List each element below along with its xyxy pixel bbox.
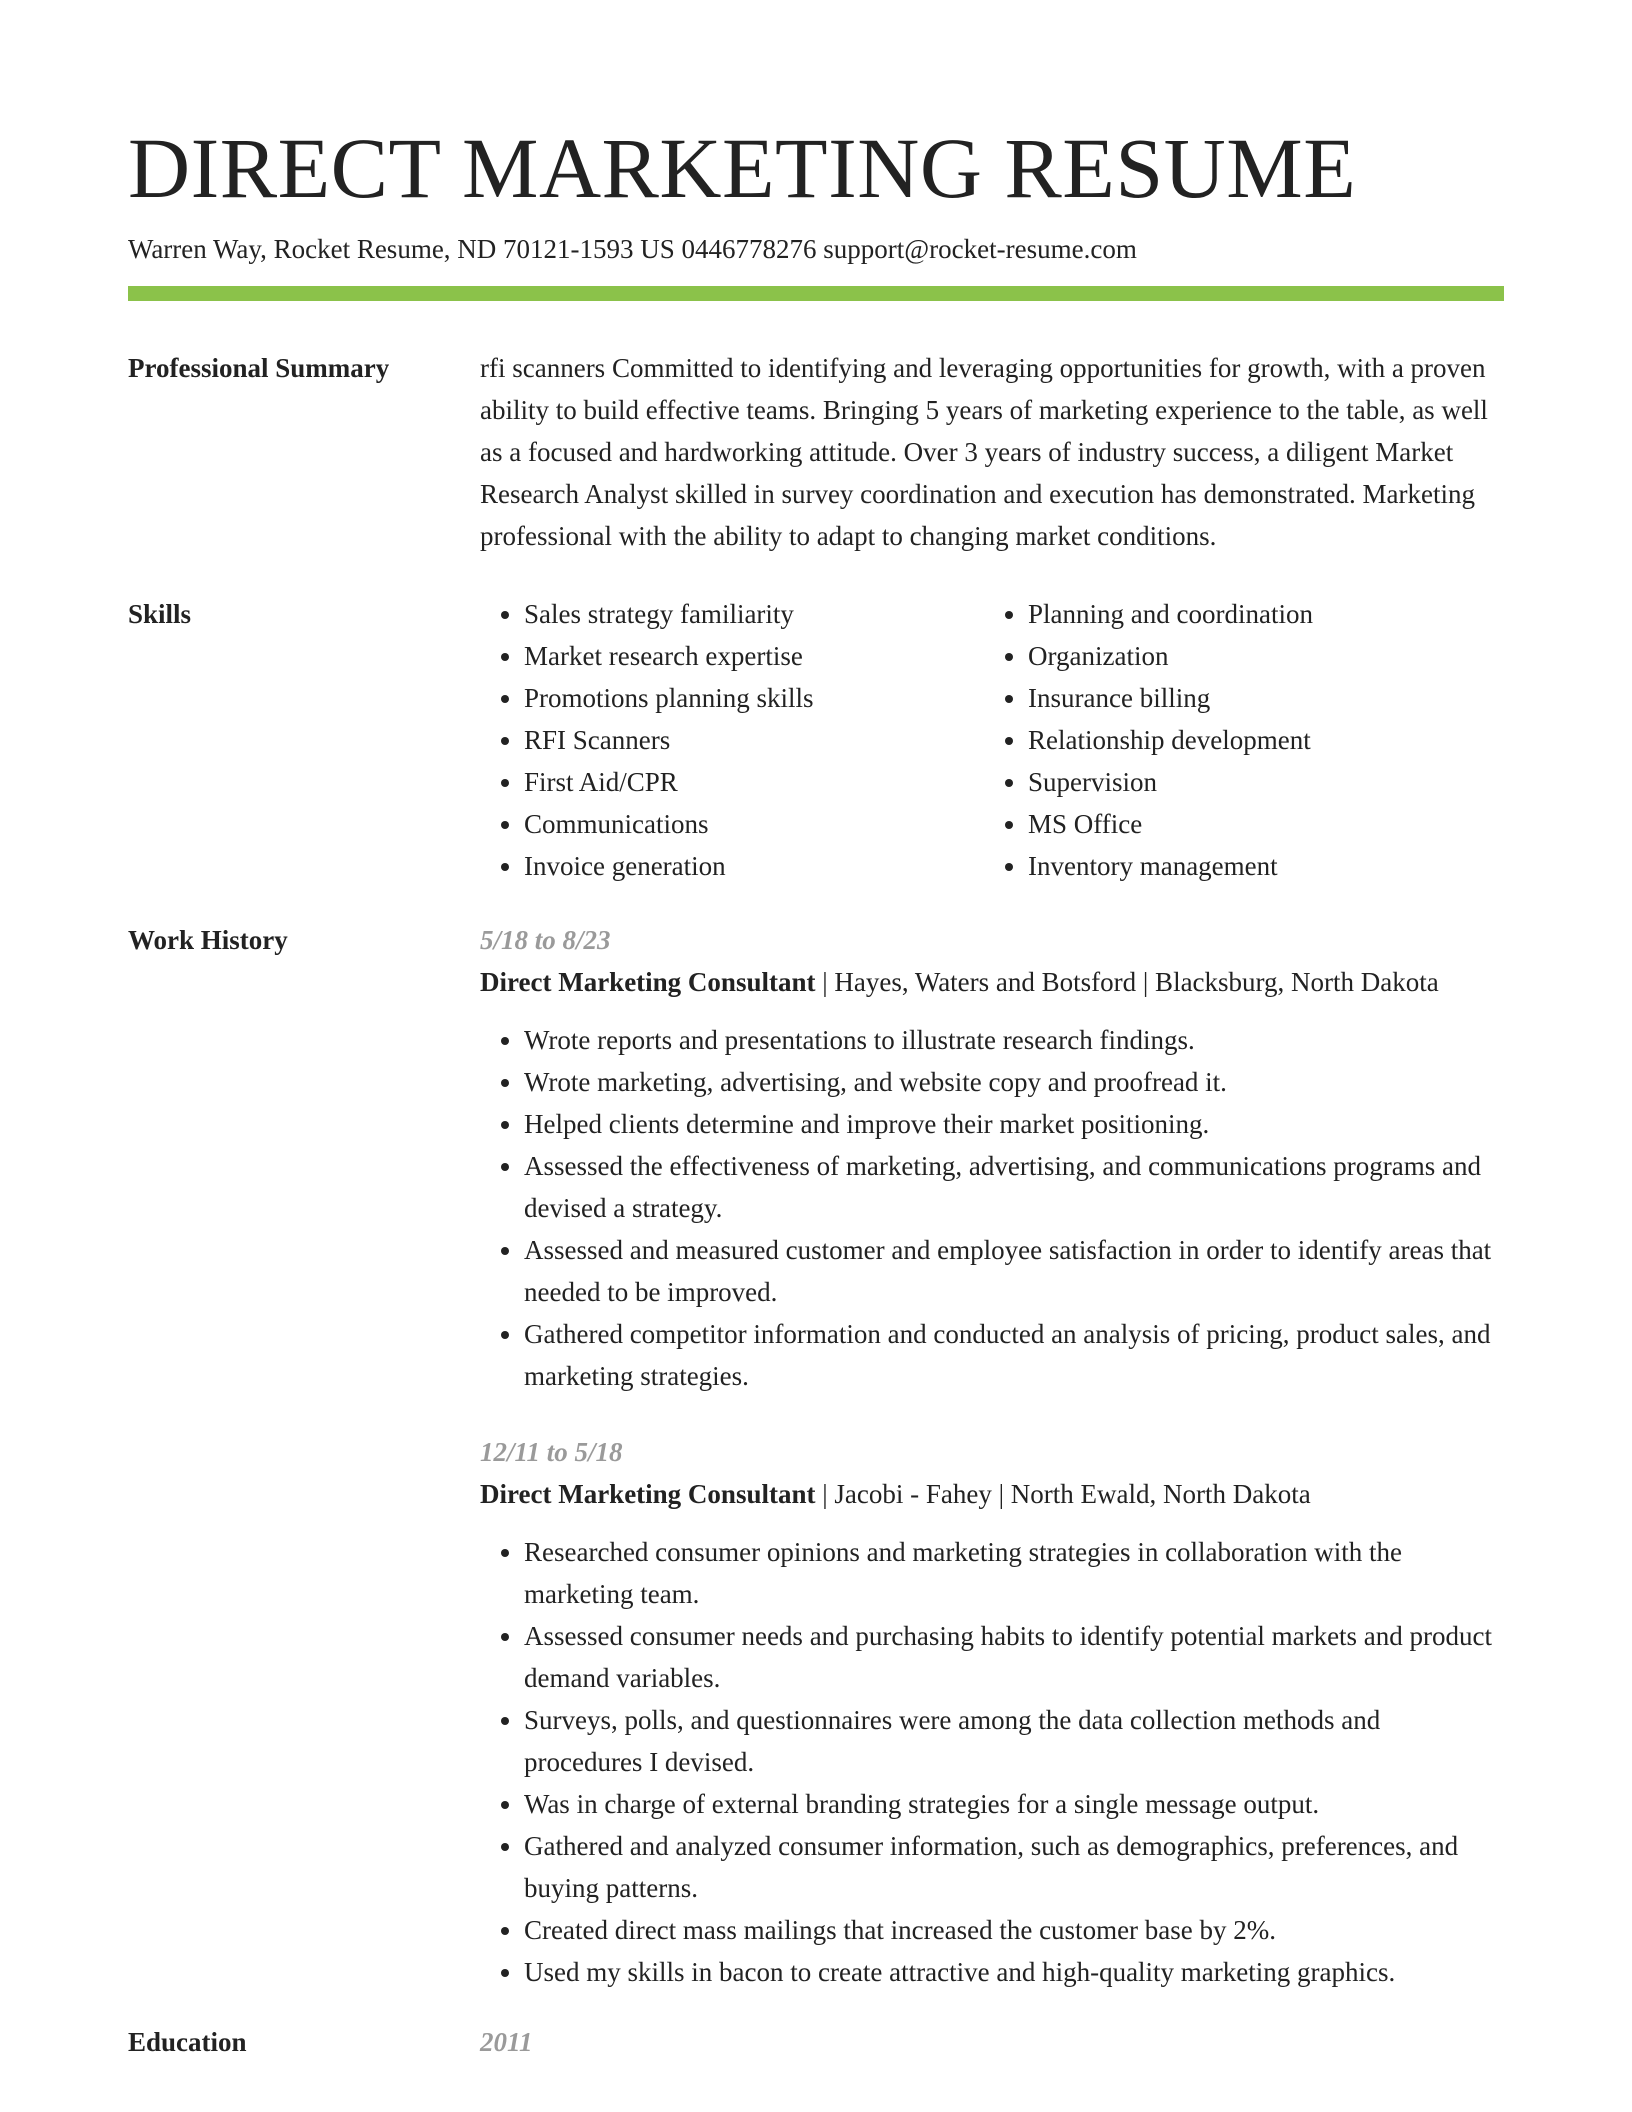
section-label-summary: Professional Summary xyxy=(128,353,390,383)
skill-item: • Communications xyxy=(524,803,984,845)
education-section xyxy=(128,2021,1504,2063)
work-history-content xyxy=(480,919,1504,1993)
skill-item: • Relationship development xyxy=(1028,719,1488,761)
job-employer-location: | Jacobi - Fahey | North Ewald, North Dakota xyxy=(815,1479,1311,1509)
skill-item: • Supervision xyxy=(1028,761,1488,803)
professional-summary-section xyxy=(128,347,1504,557)
job-title: Direct Marketing Consultant xyxy=(480,967,816,997)
job-bullet: • Surveys, polls, and questionnaires were among the data collection methods and procedures I devised. xyxy=(524,1699,1504,1783)
job-heading xyxy=(480,1473,1504,1515)
skills-grid xyxy=(480,593,1504,887)
skill-item: • Planning and coordination xyxy=(1028,593,1488,635)
job-dates: 5/18 to 8/23 xyxy=(480,925,611,955)
skills-column-1 xyxy=(480,593,984,887)
job-bullet: • Wrote reports and presentations to illustrate research findings. xyxy=(524,1019,1504,1061)
job-entry xyxy=(480,919,1504,1397)
job-bullet: • Was in charge of external branding strategies for a single message output. xyxy=(524,1783,1504,1825)
skill-item: • MS Office xyxy=(1028,803,1488,845)
section-label-education: Education xyxy=(128,2027,247,2057)
job-bullet: • Used my skills in bacon to create attractive and high-quality marketing graphics. xyxy=(524,1951,1504,1993)
skill-item: • Organization xyxy=(1028,635,1488,677)
skill-item: • Invoice generation xyxy=(524,845,984,887)
skill-item: • Sales strategy familiarity xyxy=(524,593,984,635)
resume-title: DIRECT MARKETING RESUME xyxy=(128,120,1357,216)
job-bullet: • Helped clients determine and improve their market positioning. xyxy=(524,1103,1504,1145)
skill-item: • First Aid/CPR xyxy=(524,761,984,803)
job-title: Direct Marketing Consultant xyxy=(480,1479,816,1509)
job-employer-location: | Hayes, Waters and Botsford | Blacksburg, North Dakota xyxy=(815,967,1439,997)
job-dates: 12/11 to 5/18 xyxy=(480,1437,623,1467)
skill-item: • Promotions planning skills xyxy=(524,677,984,719)
summary-content xyxy=(480,347,1504,557)
job-bullets xyxy=(480,1019,1504,1397)
header-divider xyxy=(128,286,1504,301)
skill-item: • Inventory management xyxy=(1028,845,1488,887)
job-bullet: • Assessed the effectiveness of marketing, advertising, and communications programs and devised a strategy. xyxy=(524,1145,1504,1229)
education-dates: 2011 xyxy=(480,2027,533,2057)
section-label-work-history: Work History xyxy=(128,925,288,955)
skill-item: • Insurance billing xyxy=(1028,677,1488,719)
resume-page xyxy=(128,0,1504,2063)
job-bullet: • Gathered competitor information and conducted an analysis of pricing, product sales, and marketing strategies. xyxy=(524,1313,1504,1397)
job-heading xyxy=(480,961,1504,1003)
job-bullet: • Created direct mass mailings that increased the customer base by 2%. xyxy=(524,1909,1504,1951)
job-bullets xyxy=(480,1531,1504,1993)
skills-column-2 xyxy=(984,593,1488,887)
summary-text: rfi scanners Committed to identifying and leveraging opportunities for growth, with a proven ability to build effective teams. Bringing 5 years of marketing experience to the table, as well as a focused and hardworking attitude. Over 3 years of industry success, a diligent Market Research Analyst skilled in survey coordination and execution has demonstrated. Marketing professional with the ability to adapt to changing market conditions. xyxy=(480,353,1488,551)
job-bullet: • Researched consumer opinions and marketing strategies in collaboration with the marketing team. xyxy=(524,1531,1504,1615)
job-bullet: • Assessed and measured customer and employee satisfaction in order to identify areas that needed to be improved. xyxy=(524,1229,1504,1313)
work-history-section xyxy=(128,919,1504,1993)
job-bullet: • Assessed consumer needs and purchasing habits to identify potential markets and product demand variables. xyxy=(524,1615,1504,1699)
skill-item: • RFI Scanners xyxy=(524,719,984,761)
job-bullet: • Gathered and analyzed consumer information, such as demographics, preferences, and buying patterns. xyxy=(524,1825,1504,1909)
job-bullet: • Wrote marketing, advertising, and website copy and proofread it. xyxy=(524,1061,1504,1103)
job-entry xyxy=(480,1431,1504,1993)
skills-section xyxy=(128,593,1504,887)
contact-line: Warren Way, Rocket Resume, ND 70121-1593 US 0446778276 support@rocket-resume.com xyxy=(128,234,1137,264)
skill-item: • Market research expertise xyxy=(524,635,984,677)
section-label-skills: Skills xyxy=(128,599,192,629)
education-content xyxy=(480,2021,1504,2063)
skills-content xyxy=(480,593,1504,887)
